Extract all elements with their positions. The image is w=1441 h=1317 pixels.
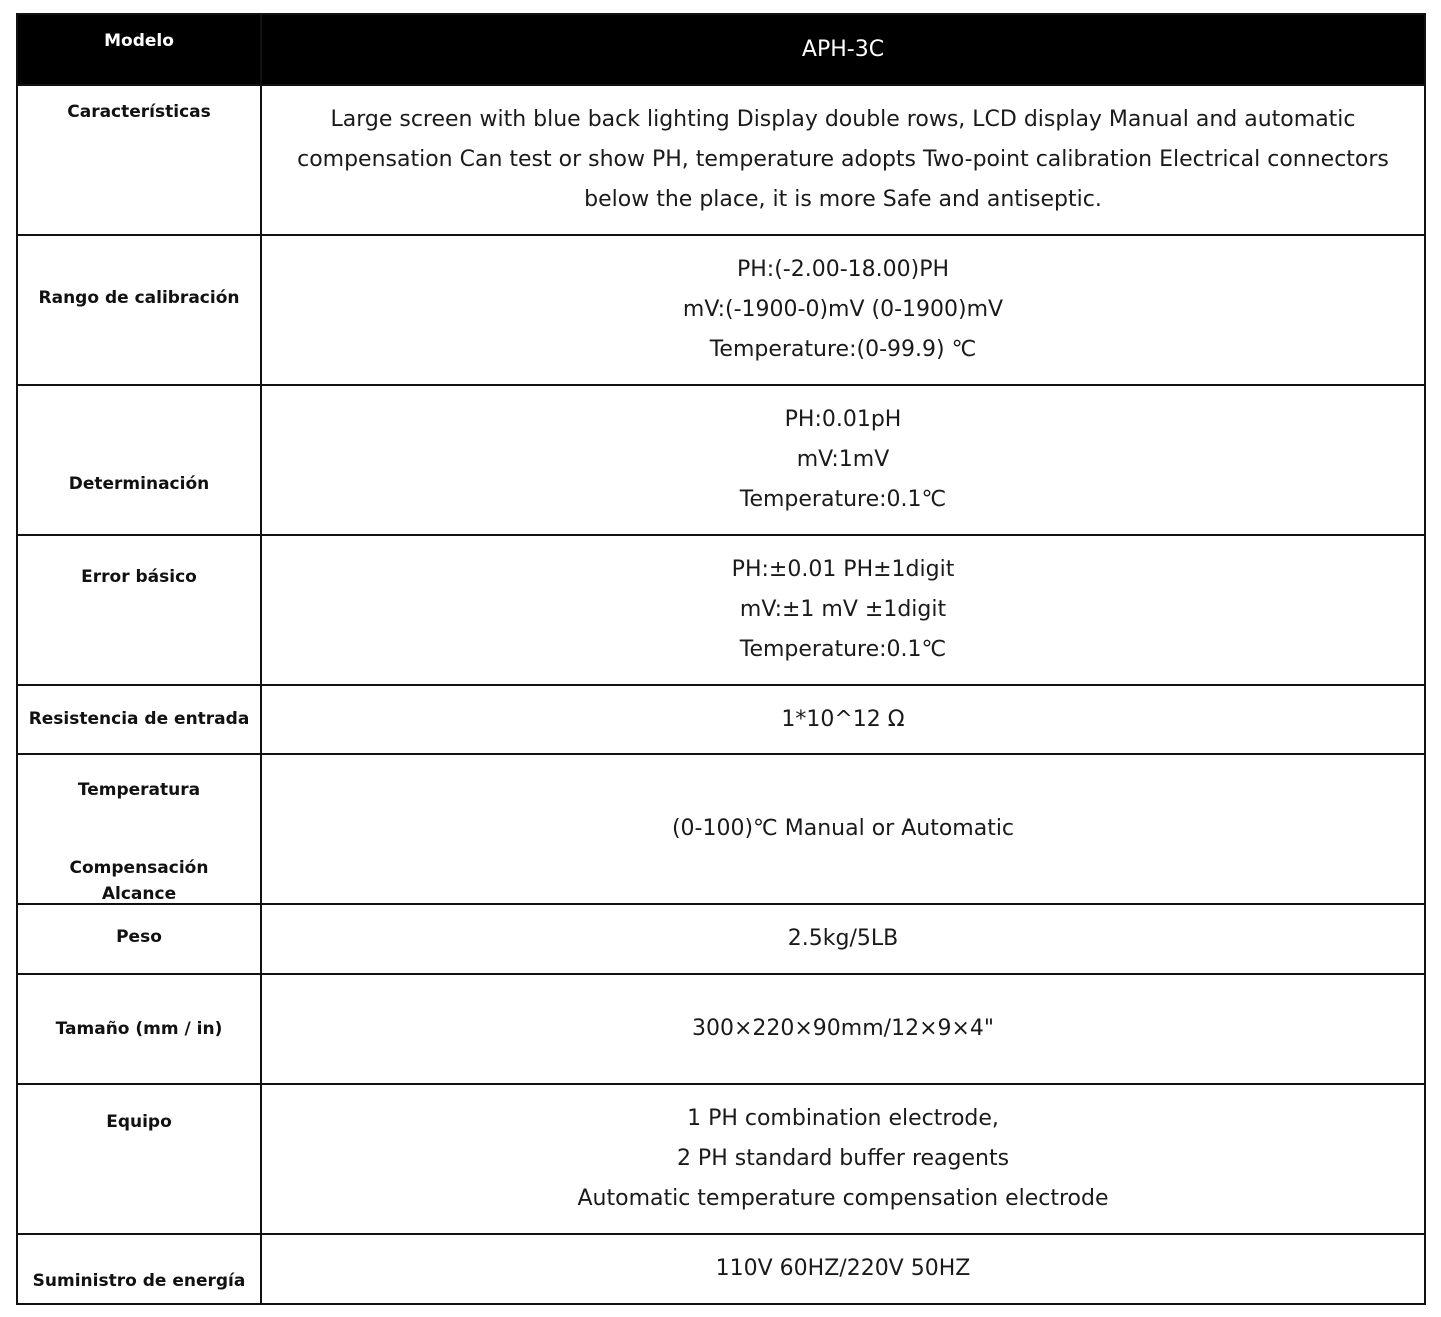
table-row xyxy=(17,1084,1425,1234)
row-label-cell xyxy=(17,1084,261,1234)
row-label-cell xyxy=(17,85,261,235)
row-value-line: Temperature:0.1℃ xyxy=(739,637,947,662)
row-label: Error básico xyxy=(81,567,197,587)
row-value-line: 300×220×90mm/12×9×4" xyxy=(691,1016,995,1041)
model-value: APH-3C xyxy=(801,36,885,62)
spec-table xyxy=(16,13,1426,1305)
row-label-cell xyxy=(17,1234,261,1304)
header-value-cell xyxy=(261,14,1425,85)
table-row xyxy=(17,535,1425,685)
table-row xyxy=(17,1234,1425,1304)
table-row xyxy=(17,235,1425,385)
row-label-cell xyxy=(17,385,261,535)
row-label-part: Alcance xyxy=(101,884,177,904)
row-value-cell xyxy=(261,1234,1425,1304)
row-label-cell xyxy=(17,754,261,904)
table-row xyxy=(17,685,1425,754)
row-label: Tamaño (mm / in) xyxy=(55,1019,223,1039)
row-value-line: Temperature:0.1℃ xyxy=(739,487,947,512)
row-value-line: 2 PH standard buffer reagents xyxy=(676,1146,1010,1171)
row-value-cell xyxy=(261,85,1425,235)
row-label: Peso xyxy=(116,927,162,947)
row-value-cell xyxy=(261,235,1425,385)
table-row xyxy=(17,385,1425,535)
row-value-line: Automatic temperature compensation electrode xyxy=(577,1186,1109,1211)
row-label-part: Compensación xyxy=(69,858,209,878)
row-label: Equipo xyxy=(106,1112,172,1132)
row-value-line: mV:1mV xyxy=(796,447,890,472)
row-label-cell xyxy=(17,685,261,754)
row-label: Rango de calibración xyxy=(38,288,240,308)
row-value-cell xyxy=(261,974,1425,1084)
row-label: Suministro de energía xyxy=(32,1271,246,1291)
header-label-cell xyxy=(17,14,261,85)
header-label: Modelo xyxy=(104,31,174,51)
row-value-line: (0-100)℃ Manual or Automatic xyxy=(671,816,1015,841)
row-value-line: 1 PH combination electrode, xyxy=(687,1106,999,1131)
row-value-cell xyxy=(261,1084,1425,1234)
row-value-line: PH:0.01pH xyxy=(784,407,902,432)
row-value-line: 110V 60HZ/220V 50HZ xyxy=(715,1256,971,1281)
row-value-line: PH:(-2.00-18.00)PH xyxy=(736,257,950,282)
row-value-line: 1*10^12 Ω xyxy=(781,706,905,732)
row-value-line: PH:±0.01 PH±1digit xyxy=(731,557,955,582)
row-value-line: mV:(-1900-0)mV (0-1900)mV xyxy=(682,297,1004,322)
row-value-cell xyxy=(261,754,1425,904)
row-label-cell xyxy=(17,235,261,385)
table-row xyxy=(17,85,1425,235)
row-value-cell xyxy=(261,685,1425,754)
row-label-part: Temperatura xyxy=(77,780,201,800)
row-value-line: mV:±1 mV ±1digit xyxy=(739,597,947,622)
row-label: Resistencia de entrada xyxy=(28,709,250,729)
row-value-cell xyxy=(261,535,1425,685)
row-label-cell xyxy=(17,904,261,974)
row-value-line: 2.5kg/5LB xyxy=(787,926,899,951)
row-label: Determinación xyxy=(68,474,210,494)
row-value-line: Large screen with blue back lighting Display double rows, LCD display Manual and automatic compensation Can test or show PH, temperature adopts Two-point calibration Electrical connectors below the place, it is more Safe and antiseptic. xyxy=(297,107,1389,212)
row-value-cell xyxy=(261,385,1425,535)
row-label-cell xyxy=(17,974,261,1084)
row-value-line: Temperature:(0-99.9) ℃ xyxy=(709,337,977,362)
row-value-cell xyxy=(261,904,1425,974)
row-label: Características xyxy=(67,102,211,122)
table-row xyxy=(17,974,1425,1084)
table-row xyxy=(17,904,1425,974)
row-label-cell xyxy=(17,535,261,685)
table-row xyxy=(17,754,1425,904)
table-header-row xyxy=(17,14,1425,85)
